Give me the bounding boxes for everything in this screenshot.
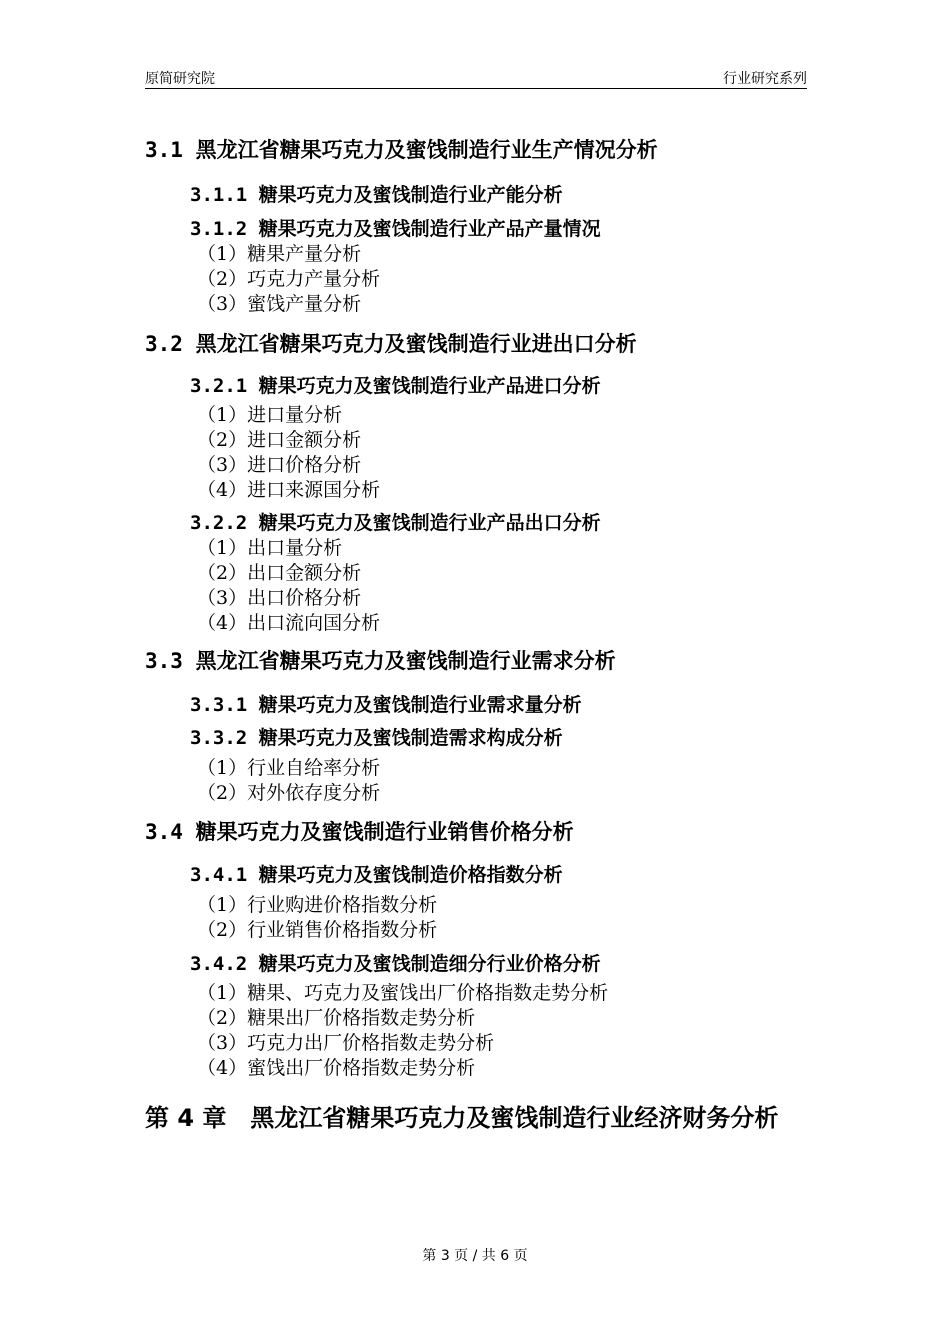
list-item: （3）蜜饯产量分析 <box>197 293 362 315</box>
list-item: （2）对外依存度分析 <box>197 782 381 804</box>
section-3-4-title: 3.4 糖果巧克力及蜜饯制造行业销售价格分析 <box>145 820 574 844</box>
list-item: （3）巧克力出厂价格指数走势分析 <box>197 1032 495 1054</box>
page-number: 第 3 页 / 共 6 页 <box>422 1248 528 1264</box>
list-item: （1）行业自给率分析 <box>197 757 381 779</box>
list-item: （4）出口流向国分析 <box>197 612 381 634</box>
subsection-3-3-2: 3.3.2 糖果巧克力及蜜饯制造需求构成分析 <box>190 727 563 749</box>
subsection-3-2-2: 3.2.2 糖果巧克力及蜜饯制造行业产品出口分析 <box>190 512 601 534</box>
section-3-1-title: 3.1 黑龙江省糖果巧克力及蜜饯制造行业生产情况分析 <box>145 138 658 162</box>
section-3-2-title: 3.2 黑龙江省糖果巧克力及蜜饯制造行业进出口分析 <box>145 332 637 356</box>
chapter-4-title: 第 4 章 黑龙江省糖果巧克力及蜜饯制造行业经济财务分析 <box>145 1104 779 1132</box>
list-item: （1）出口量分析 <box>197 537 343 559</box>
list-item: （3）出口价格分析 <box>197 587 362 609</box>
list-item: （2）糖果出厂价格指数走势分析 <box>197 1007 476 1029</box>
section-3-3-title: 3.3 黑龙江省糖果巧克力及蜜饯制造行业需求分析 <box>145 649 616 673</box>
list-item: （1）进口量分析 <box>197 404 343 426</box>
toc-content <box>145 136 825 1135</box>
list-item: （1）糖果产量分析 <box>197 243 362 265</box>
list-item: （2）出口金额分析 <box>197 562 362 584</box>
list-item: （1）糖果、巧克力及蜜饯出厂价格指数走势分析 <box>197 982 609 1004</box>
page-header <box>145 66 807 89</box>
subsection-3-4-2: 3.4.2 糖果巧克力及蜜饯制造细分行业价格分析 <box>190 953 601 975</box>
list-item: （2）进口金额分析 <box>197 429 362 451</box>
list-item: （4）蜜饯出厂价格指数走势分析 <box>197 1057 476 1079</box>
list-item: （3）进口价格分析 <box>197 454 362 476</box>
subsection-3-2-1: 3.2.1 糖果巧克力及蜜饯制造行业产品进口分析 <box>190 375 601 397</box>
subsection-3-1-1: 3.1.1 糖果巧克力及蜜饯制造行业产能分析 <box>190 184 563 206</box>
subsection-3-1-2: 3.1.2 糖果巧克力及蜜饯制造行业产品产量情况 <box>190 218 601 240</box>
header-series: 行业研究系列 <box>723 71 807 87</box>
subsection-3-3-1: 3.3.1 糖果巧克力及蜜饯制造行业需求量分析 <box>190 694 582 716</box>
list-item: （4）进口来源国分析 <box>197 479 381 501</box>
subsection-3-4-1: 3.4.1 糖果巧克力及蜜饯制造价格指数分析 <box>190 864 563 886</box>
list-item: （2）巧克力产量分析 <box>197 268 381 290</box>
list-item: （1）行业购进价格指数分析 <box>197 894 438 916</box>
list-item: （2）行业销售价格指数分析 <box>197 919 438 941</box>
header-org: 原简研究院 <box>145 71 215 87</box>
